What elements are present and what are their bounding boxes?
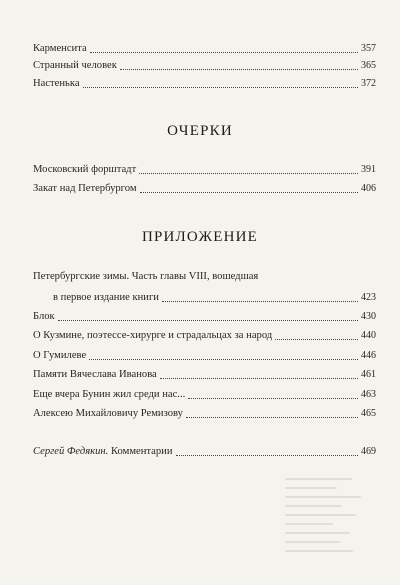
toc-entry-page: 440 [361,330,376,341]
toc-entry-title: Алексею Михайловичу Ремизову [33,408,183,419]
toc-entry-page: 461 [361,369,376,380]
toc-entry-title: Блок [33,311,55,322]
toc-entry-page: 469 [361,446,376,457]
dot-leader [176,455,359,456]
dot-leader [58,320,358,321]
toc-entry-page: 357 [361,43,376,54]
toc-entry-page: 446 [361,350,376,361]
section-heading-appendix: ПРИЛОЖЕНИЕ [141,229,259,245]
toc-entry [33,310,376,324]
toc-entry [33,182,376,196]
toc-entry [33,42,376,56]
toc-entry-page: 430 [361,311,376,322]
toc-entry-first-line: Петербургские зимы. Часть главы VIII, вошедшая [33,271,259,282]
dot-leader [160,378,358,379]
toc-entry-page: 465 [361,408,376,419]
toc-entry-title: Памяти Вячеслава Иванова [33,369,157,380]
toc-entry-commentary [33,445,376,459]
toc-entry-page: 391 [361,164,376,175]
toc-entry-title: в первое издание книги [53,292,159,303]
toc-entry-page: 372 [361,78,376,89]
dot-leader [89,359,358,360]
toc-entry [33,388,376,402]
toc-entry [53,291,376,305]
show-through-text [285,478,380,578]
commentary-author: Сергей Федякин. [33,446,109,457]
toc-entry-title: Еще вчера Бунин жил среди нас... [33,389,186,400]
toc-entry-title: Странный человек [33,60,117,71]
dot-leader [188,398,358,399]
dot-leader [186,417,358,418]
toc-entry [33,77,376,91]
toc-entry-title: Московский форштадт [33,164,137,175]
dot-leader [90,52,358,53]
toc-entry-page: 365 [361,60,376,71]
dot-leader [83,87,358,88]
toc-entry [33,349,376,363]
dot-leader [275,339,358,340]
toc-entry-page: 423 [361,292,376,303]
toc-entry [33,163,376,177]
toc-entry [33,368,376,382]
commentary-title: Комментарии [110,446,173,457]
dot-leader [120,69,358,70]
toc-entry-page: 463 [361,389,376,400]
toc-entry-title: Настенька [33,78,80,89]
dot-leader [162,301,358,302]
toc-entry [33,59,376,73]
toc-entry [33,407,376,421]
toc-entry-title: Закат над Петербургом [33,183,137,194]
section-heading-essays: ОЧЕРКИ [167,123,233,139]
toc-entry-title: О Гумилеве [33,350,87,361]
dot-leader [140,192,358,193]
toc-entry-page: 406 [361,183,376,194]
toc-entry-title: О Кузмине, поэтессе-хирурге и страдальцах за народ [33,330,273,341]
toc-entry-title: Карменсита [33,43,87,54]
dot-leader [139,173,358,174]
toc-entry [33,329,376,343]
